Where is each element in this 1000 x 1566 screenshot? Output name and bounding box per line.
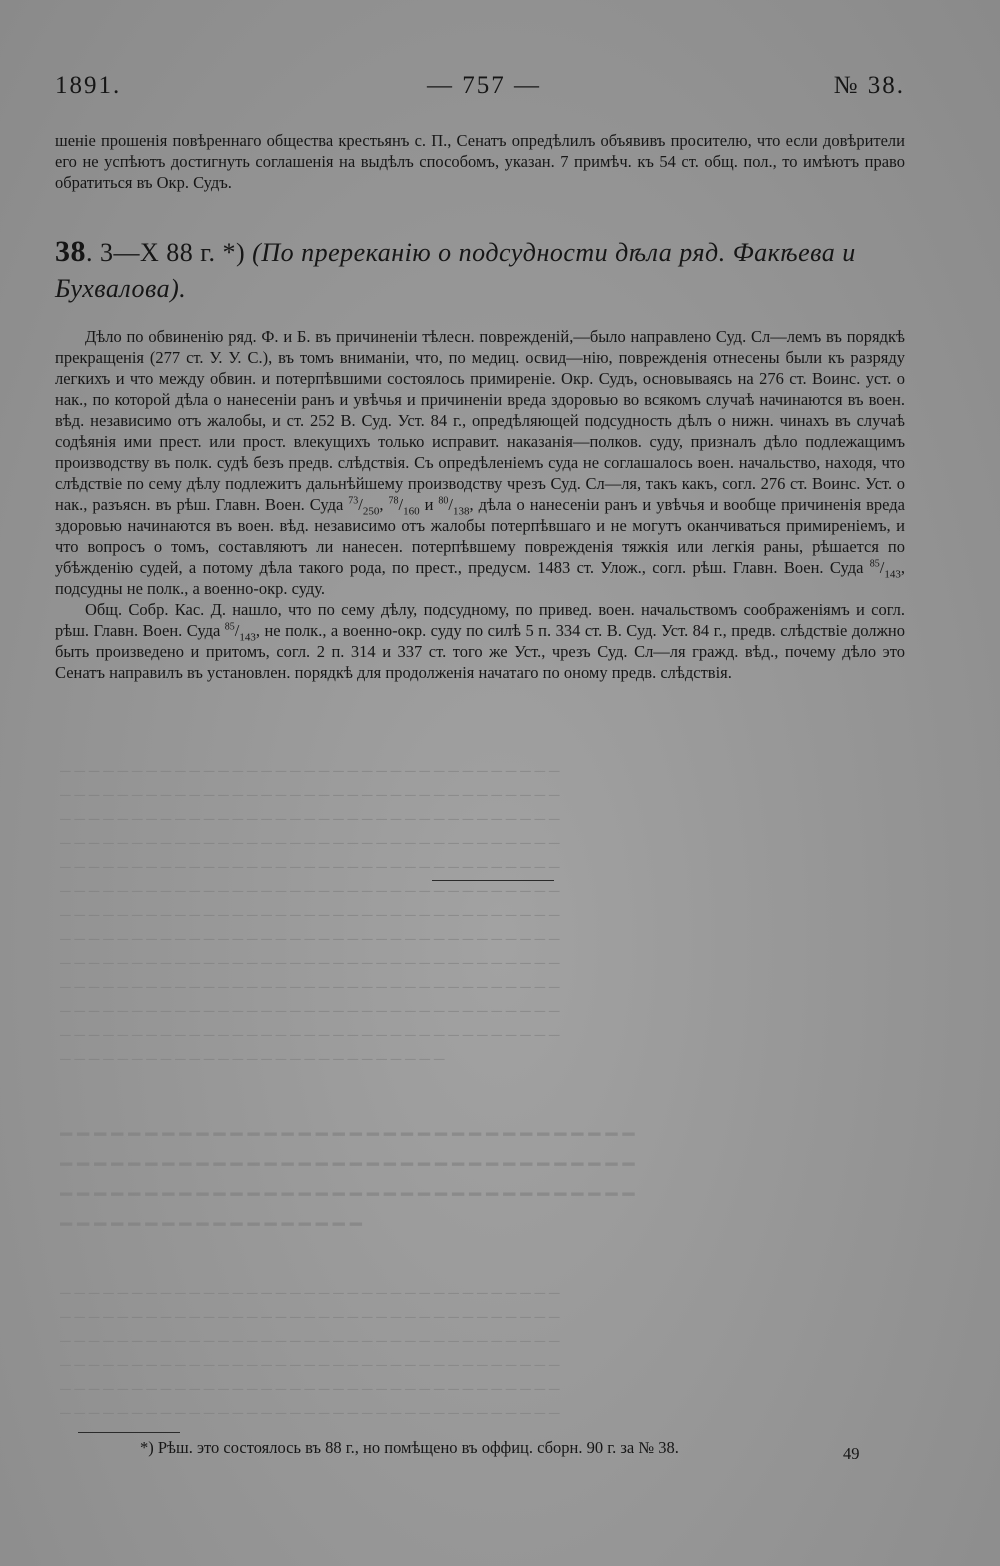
- fraction-den: 138: [452, 505, 470, 518]
- intro-text: шеніе прошенія повѣреннаго общества крестьянъ с. П., Сенатъ опредѣлилъ объявивъ просителю, что если довѣрители его не успѣютъ достигнуть соглашенія на выдѣлъ способомъ, указан. 7 примѣч. къ 54 ст. общ. пол., то имѣютъ право обратиться въ Окр. Судъ.: [55, 131, 905, 192]
- footnote-rule: [78, 1432, 180, 1433]
- case-subject: (По пререканію о подсудности дѣла ряд. Факѣева и Бухвалова).: [55, 238, 856, 303]
- body-text: Дѣло по обвиненію ряд. Ф. и Б. въ причиненіи тѣлесн. поврежденій,—было направлено Суд. Сл—лемъ въ порядкѣ прекращенія (277 ст. У. У. С.), въ томъ вниманіи, что, по медиц. освид—нію, поврежденія отнесены были къ разряду легкихъ и что между обвин. и потерпѣвшими состоялось примиреніе. Окр. Судъ, основываясь на 276 ст. Воинс. уст. о нак., по которой дѣла о нанесеніи ранъ и увѣчья и причиненіи вреда здоровью во всякомъ случаѣ начинаются въ воен. вѣд. независимо отъ жалобы, и ст. 252 В. Суд. Уст. 84 г., опредѣляющей подсудность дѣлъ о нижн. чинахъ въ случаѣ содѣянія ими прест. или прост. влекущихъ только исправит. наказанія—полков. суду, призналъ дѣло подлежащимъ производству въ полк. судѣ безъ предв. слѣдствія. Съ опредѣленіемъ суда не соглашалось воен. начальство, находя, что слѣдствіе по сему дѣлу подлежитъ дальнѣйшему производству чрезъ Суд. Сл—ля, такъ какъ, согл. 276 ст. Воинс. Уст. о нак., разъясн. въ рѣш. Главн. Воен. Суда: [55, 327, 905, 514]
- fraction-num: 73: [348, 495, 359, 507]
- header-year: 1891.: [55, 72, 122, 99]
- show-through-texture: ─ ─ ─ ─ ─ ─ ─ ─ ─ ─ ─ ─ ─ ─ ─ ─ ─ ─ ─ ─ ─ ─ ─ ─ ─ ─ ─ ─ ─ ─ ─ ─ ─ ─ ─ ─ ─ ─ ─ ─ ─ ─ ─ ─ ─ ─ ─ ─ ─ ─ ─ ─ ─ ─ ─ ─ ─ ─ ─ ─ ─ ─ ─ ─ ─ ─ ─ ─ ─ ─ ─ ─ ─ ─ ─ ─ ─ ─ ─ ─ ─ ─ ─ ─ ─ ─ ─ ─ ─ ─ ─ ─ ─ ─ ─ ─ ─ ─ ─ ─ ─ ─ ─ ─ ─ ─ ─ ─ ─ ─ ─ ─ ─ ─ ─ ─ ─ ─ ─ ─ ─ ─ ─ ─ ─ ─ ─ ─ ─ ─ ─ ─ ─ ─ ─ ─ ─ ─ ─ ─ ─ ─ ─ ─ ─ ─ ─ ─ ─ ─ ─ ─ ─ ─ ─ ─ ─ ─ ─ ─ ─ ─ ─ ─ ─ ─ ─ ─ ─ ─ ─ ─ ─ ─ ─ ─ ─ ─ ─ ─ ─ ─ ─ ─ ─ ─ ─ ─ ─ ─ ─ ─ ─ ─ ─ ─ ─ ─ ─ ─ ─ ─ ─ ─ ─ ─ ─ ─ ─ ─ ─ ─ ─ ─ ─ ─ ─ ─ ─ ─ ─ ─ ─ ─ ─ ─ ─ ─ ─ ─ ─ ─ ─ ─ ─ ─ ─ ─ ─ ─ ─ ─ ─ ─ ─ ─ ─ ─ ─ ─ ─ ─ ─ ─ ─ ─ ─ ─ ─ ─ ─ ─ ─ ─ ─ ─ ─ ─ ─ ─ ─ ─ ─ ─ ─ ─ ─ ─ ─ ─ ─ ─ ─ ─ ─ ─ ─ ─ ─ ─ ─ ─ ─ ─ ─ ─ ─ ─ ─ ─ ─ ─ ─ ─ ─ ─ ─ ─ ─ ─ ─ ─ ─ ─ ─ ─ ─ ─ ─ ─ ─ ─ ─ ─ ─ ─ ─ ─ ─ ─ ─ ─ ─ ─ ─ ─ ─ ─ ─ ─ ─ ─ ─ ─ ─ ─ ─ ─ ─ ─ ─ ─ ─ ─ ─ ─ ─ ─ ─ ─ ─ ─ ─ ─ ─ ─ ─ ─ ─ ─ ─ ─ ─ ─ ─ ─ ─ ─ ─ ─ ─ ─ ─ ─ ─ ─ ─ ─ ─ ─ ─ ─ ─ ─ ─ ─ ─ ─ ─ ─ ─ ─ ─ ─ ─ ─ ─ ─ ─ ─ ─ ─ ─ ─ ─ ─ ─ ─ ─ ─ ─ ─ ─ ─ ─ ─ ─ ─ ─ ─ ─ ─ ─ ─ ─ ─ ─ ─ ─ ─ ─ ─ ─ ─ ─ ─ ─: [60, 764, 560, 1068]
- case-heading: [55, 234, 905, 307]
- body-text: , дѣла о нанесеніи ранъ и увѣчья и вообще причиненія вреда здоровью начинаются въ воен. вѣд. независимо отъ жалобы потерпѣвшаго и не могутъ оканчиваться примиреніемъ, и что вопросъ о томъ, составляютъ ли нанесен. потерпѣвшему поврежденія тяжкія или легкія раны, рѣшается по убѣжденію судей, а потому дѣла такого рода, по прест., предусм. 1483 ст. Улож., согл. рѣш. Главн. Воен. Суда: [55, 495, 906, 577]
- fraction-num: 78: [388, 495, 399, 507]
- section-separator: [432, 880, 554, 881]
- case-number: 38: [55, 235, 86, 268]
- show-through-texture: ━ ━ ━ ━ ━ ━ ━ ━ ━ ━ ━ ━ ━ ━ ━ ━ ━ ━ ━ ━ ━ ━ ━ ━ ━ ━ ━ ━ ━ ━ ━ ━ ━ ━ ━ ━ ━ ━ ━ ━ ━ ━ ━ ━ ━ ━ ━ ━ ━ ━ ━ ━ ━ ━ ━ ━ ━ ━ ━ ━ ━ ━ ━ ━ ━ ━ ━ ━ ━ ━ ━ ━ ━ ━ ━ ━ ━ ━ ━ ━ ━ ━ ━ ━ ━ ━ ━ ━ ━ ━ ━ ━ ━ ━ ━ ━ ━ ━ ━ ━ ━ ━ ━ ━ ━ ━ ━ ━ ━ ━ ━ ━ ━ ━ ━ ━ ━ ━ ━ ━: [60, 1124, 635, 1236]
- fraction-den: 143: [239, 631, 256, 644]
- fraction-den: 160: [403, 505, 420, 518]
- body-text: Общ. Собр. Кас. Д. нашло, что по сему дѣлу, подсудному, по привед. воен. начальствомъ соображеніямъ и согл. рѣш. Главн. Воен. Суда: [55, 600, 905, 640]
- show-through-texture: ─ ─ ─ ─ ─ ─ ─ ─ ─ ─ ─ ─ ─ ─ ─ ─ ─ ─ ─ ─ ─ ─ ─ ─ ─ ─ ─ ─ ─ ─ ─ ─ ─ ─ ─ ─ ─ ─ ─ ─ ─ ─ ─ ─ ─ ─ ─ ─ ─ ─ ─ ─ ─ ─ ─ ─ ─ ─ ─ ─ ─ ─ ─ ─ ─ ─ ─ ─ ─ ─ ─ ─ ─ ─ ─ ─ ─ ─ ─ ─ ─ ─ ─ ─ ─ ─ ─ ─ ─ ─ ─ ─ ─ ─ ─ ─ ─ ─ ─ ─ ─ ─ ─ ─ ─ ─ ─ ─ ─ ─ ─ ─ ─ ─ ─ ─ ─ ─ ─ ─ ─ ─ ─ ─ ─ ─ ─ ─ ─ ─ ─ ─ ─ ─ ─ ─ ─ ─ ─ ─ ─ ─ ─ ─ ─ ─ ─ ─ ─ ─ ─ ─ ─ ─ ─ ─ ─ ─ ─ ─ ─ ─ ─ ─ ─ ─ ─ ─ ─ ─ ─ ─ ─ ─ ─ ─ ─ ─ ─ ─ ─ ─ ─ ─ ─ ─ ─ ─ ─ ─ ─ ─ ─ ─ ─ ─ ─ ─ ─ ─ ─ ─ ─ ─ ─ ─ ─ ─ ─ ─: [60, 1286, 560, 1422]
- footnote: *) Рѣш. это состоялось въ 88 г., но помѣщено въ оффиц. сборн. 90 г. за № 38.: [140, 1438, 679, 1457]
- body-text: , не полк., а военно-окр. суду по силѣ 5 п. 334 ст. В. Суд. Уст. 84 г., предв. слѣдствіе должно быть произведено и притомъ, согл. 2 п. 314 и 337 ст. того же Уст., чрезъ Суд. Сл—ля гражд. вѣд., почему дѣло это Сенатъ направилъ въ установлен. порядкѣ для продолженія начатаго по оному предв. слѣдствія.: [55, 621, 905, 682]
- body-paragraph-1: Дѣло по обвиненію ряд. Ф. и Б. въ причиненіи тѣлесн. поврежденій,—было направлено Суд. Сл—лемъ въ порядкѣ прекращенія (277 ст. У. У. С.), въ томъ вниманіи, что, по медиц. освид—нію, поврежденія отнесены были къ разряду легкихъ и что между обвин. и потерпѣвшими состоялось примиреніе. Окр. Судъ, основываясь на 276 ст. Воинс. уст. о нак., по которой дѣла о нанесеніи ранъ и увѣчья и причиненіи вреда здоровью во всякомъ случаѣ начинаются въ воен. вѣд. независимо отъ жалобы, и ст. 252 В. Суд. Уст. 84 г., опредѣляющей подсудность дѣлъ о нижн. чинахъ въ случаѣ содѣянія ими прест. или прост. влекущихъ только исправит. наказанія—полков. суду, призналъ дѣло подлежащимъ производству въ полк. судѣ безъ предв. слѣдствія. Съ опредѣленіемъ суда не соглашалось воен. начальство, находя, что слѣдствіе по сему дѣлу подлежитъ дальнѣйшему производству чрезъ Суд. Сл—ля, такъ какъ, согл. 276 ст. Воинс. Уст. о нак., разъясн. въ рѣш. Главн. Воен. Суда $^{73}/_{250}$, $^{78}/_{160}$ и $^{80}/_{138}$, дѣла о нанесеніи ранъ и увѣчья и вообще причиненія вреда здоровью начинаются въ воен. вѣд. независимо отъ жалобы потерпѣвшаго и не могутъ оканчиваться примиреніемъ, и что вопросъ о томъ, составляютъ ли нанесен. потерпѣвшему поврежденія тяжкія или легкія раны, рѣшается по убѣжденію судей, а потому дѣла такого рода, по прест., предусм. 1483 ст. Улож., согл. рѣш. Главн. Воен. Суда $^{85}/_{143}$, подсудны не полк., а военно-окр. суду.: [55, 327, 906, 598]
- continuation-paragraph: [55, 130, 905, 193]
- header-issue-number: № 38.: [833, 72, 905, 99]
- case-date: . 3—X 88 г. *): [86, 238, 246, 267]
- body-text: , подсудны не полк., а военно-окр. суду.: [55, 558, 906, 598]
- sheet-signature-number: 49: [843, 1444, 860, 1463]
- fraction-num: 85: [224, 621, 235, 633]
- header-page-number: — 757 —: [427, 72, 541, 99]
- fraction-num: 85: [869, 558, 880, 570]
- fraction-den: 143: [884, 568, 901, 581]
- body-paragraph-2: Общ. Собр. Кас. Д. нашло, что по сему дѣлу, подсудному, по привед. воен. начальствомъ соображеніямъ и согл. рѣш. Главн. Воен. Суда $^{85}/_{143}$, не полк., а военно-окр. суду по силѣ 5 п. 334 ст. В. Суд. Уст. 84 г., предв. слѣдствіе должно быть произведено и притомъ, согл. 2 п. 314 и 337 ст. того же Уст., чрезъ Суд. Сл—ля гражд. вѣд., почему дѣло это Сенатъ направилъ въ установлен. порядкѣ для продолженія начатаго по оному предв. слѣдствія.: [55, 600, 905, 682]
- fraction-num: 80: [438, 495, 449, 507]
- body-text: и: [424, 495, 434, 514]
- running-header: [55, 72, 905, 112]
- case-body: [55, 326, 905, 683]
- fraction-den: 250: [362, 505, 380, 518]
